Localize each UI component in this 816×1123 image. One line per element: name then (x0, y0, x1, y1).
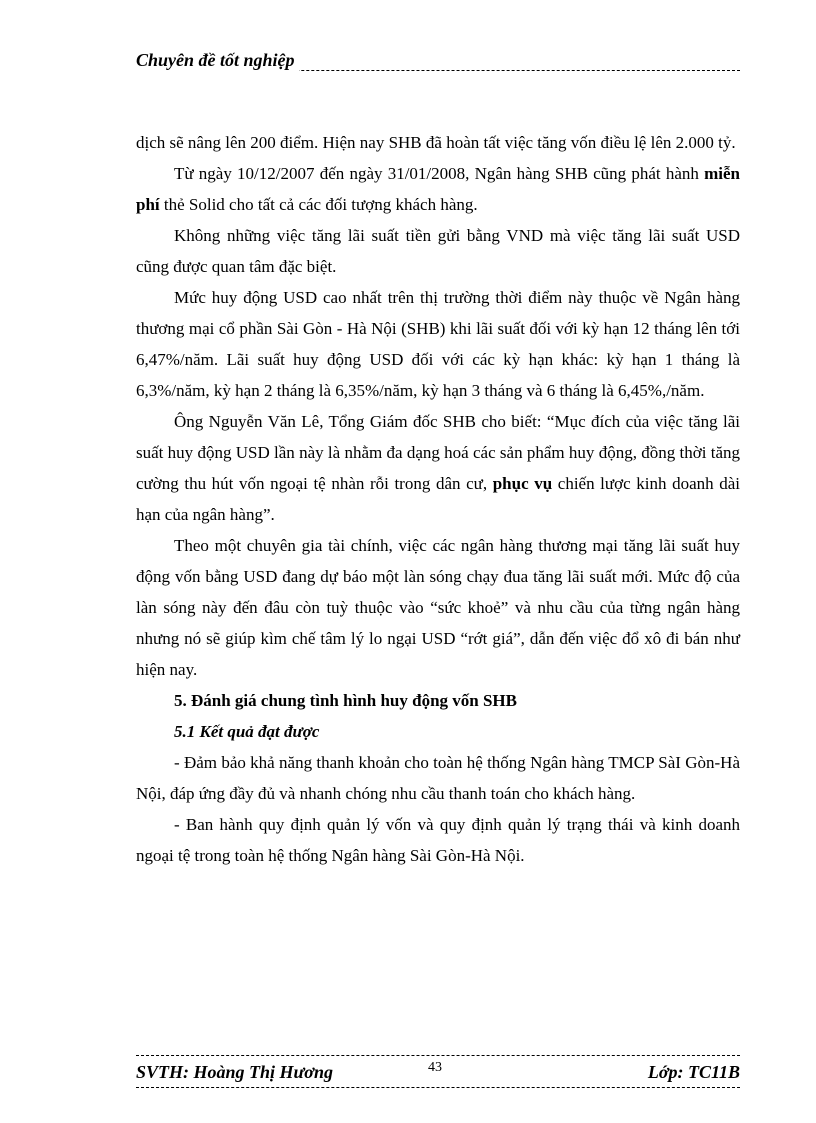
paragraph-7: - Đảm bảo khả năng thanh khoản cho toàn hệ thống Ngân hàng TMCP SàI Gòn-Hà Nội, đáp ứng đầy đủ và nhanh chóng nhu cầu thanh toán cho khách hàng. (136, 753, 740, 803)
paragraph-4: Mức huy động USD cao nhất trên thị trường thời điểm này thuộc về Ngân hàng thương mại cổ phần Sài Gòn - Hà Nội (SHB) khi lãi suất đối với kỳ hạn 12 tháng lên tới 6,47%/năm. Lãi suất huy động USD đối với các kỳ hạn khác: kỳ hạn 1 tháng là 6,3%/năm, kỳ hạn 2 tháng là 6,35%/năm, kỳ hạn 3 tháng và 6 tháng là 6,45%,/năm. (136, 288, 740, 400)
paragraph-8: - Ban hành quy định quản lý vốn và quy định quản lý trạng thái và kinh doanh ngoại tệ trong toàn hệ thống Ngân hàng Sài Gòn-Hà Nội. (136, 815, 740, 865)
footer-class: Lớp: TC11B (647, 1062, 740, 1082)
header-title: Chuyên đề tốt nghiệp (136, 48, 299, 72)
paragraph-5-bold: phục vụ (492, 474, 553, 493)
footer-rule-bottom (136, 1087, 740, 1088)
paragraph-5-text-a: Ông Nguyễn Văn Lê, Tổng Giám đốc SHB cho biết: “Mục đích của việc tăng lãi suất huy động USD lần này là nhằm đa dạng hoá các sản phẩm huy động, đồng thời tăng cường thu hút vốn ngoại tệ nhàn rỗi trong dân cư, (136, 412, 740, 493)
paragraph-2-text-a: Từ ngày 10/12/2007 đến ngày 31/01/2008, Ngân hàng SHB cũng phát hành (174, 164, 705, 183)
section-heading-5-1: 5.1 Kết quả đạt được (174, 722, 320, 741)
page-header (136, 48, 740, 74)
paragraph-2-text-b: thẻ Solid cho tất cả các đối tượng khách hàng. (159, 195, 478, 214)
paragraph-2 (136, 158, 740, 220)
paragraph-1: dịch sẽ nâng lên 200 điểm. Hiện nay SHB đã hoàn tất việc tăng vốn điều lệ lên 2.000 tỷ. (136, 133, 736, 152)
footer-student: SVTH: Hoàng Thị Hương (136, 1062, 333, 1082)
page-footer (136, 1062, 740, 1088)
paragraph-6: Theo một chuyên gia tài chính, việc các ngân hàng thương mại tăng lãi suất huy động vốn bằng USD đang dự báo một làn sóng chạy đua tăng lãi suất mới. Mức độ của làn sóng này đến đâu còn tuỳ thuộc vào “sức khoẻ” và nhu cầu của từng ngân hàng nhưng nó sẽ giúp kìm chế tâm lý lo ngại USD “rớt giá”, dẫn đến việc đổ xô đi bán như hiện nay. (136, 536, 740, 679)
paragraph-2-bold: miễn phí (136, 164, 740, 214)
footer-rule-top (136, 1055, 740, 1056)
document-body (136, 127, 740, 871)
section-heading-5: 5. Đánh giá chung tình hình huy động vốn SHB (174, 691, 517, 710)
paragraph-5-text-b: chiến lược kinh doanh dài hạn của ngân hàng”. (136, 474, 740, 524)
paragraph-3: Không những việc tăng lãi suất tiền gửi bằng VND mà việc tăng lãi suất USD cũng được quan tâm đặc biệt. (136, 226, 740, 276)
paragraph-5 (136, 406, 740, 530)
page-number: 43 (428, 1060, 442, 1075)
